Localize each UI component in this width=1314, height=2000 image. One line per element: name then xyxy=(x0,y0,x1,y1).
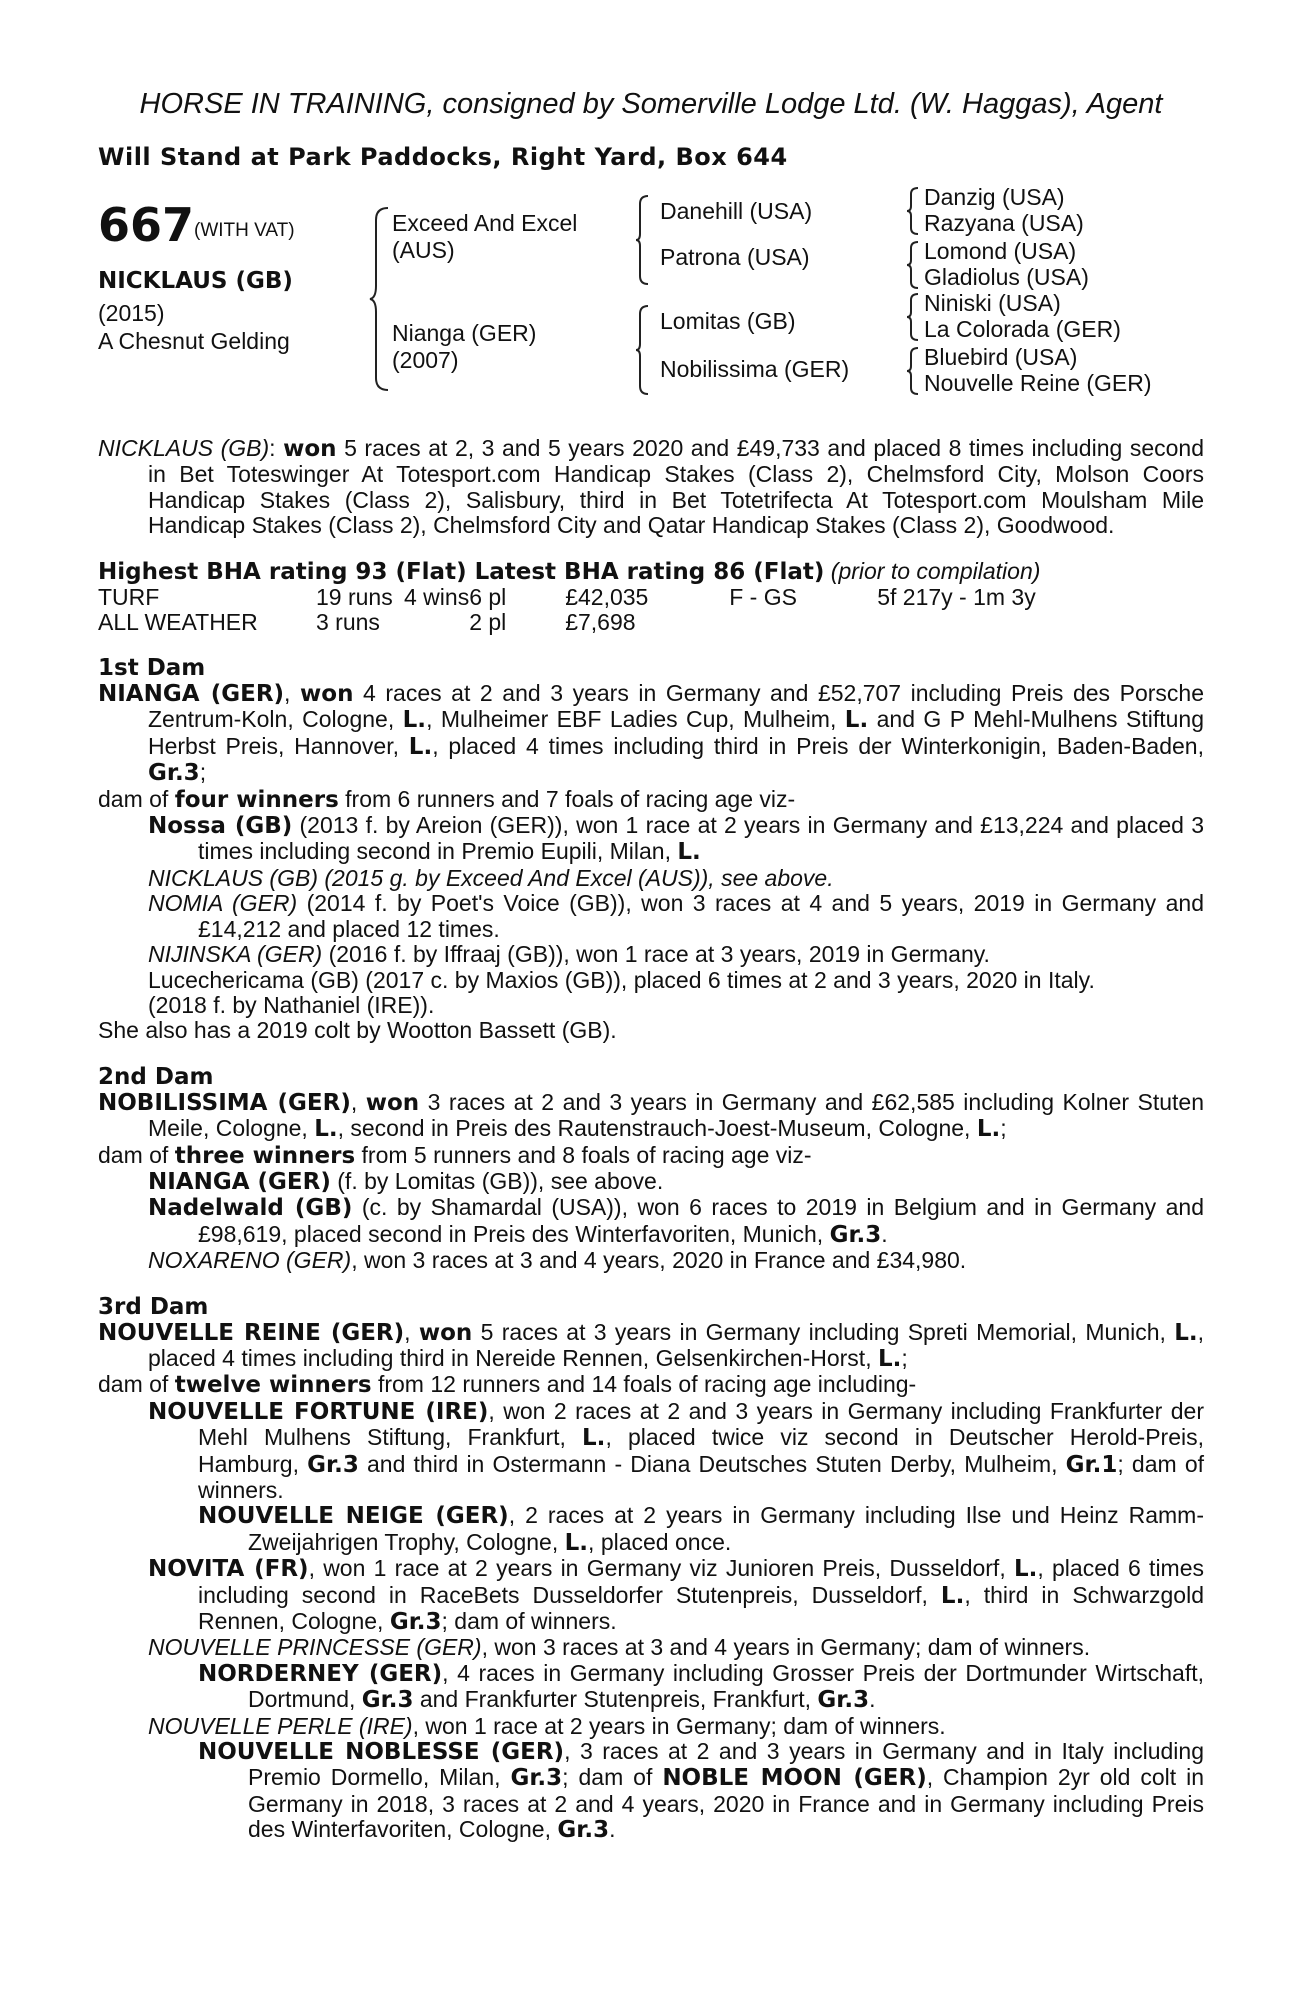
pedigree-brace-g1 xyxy=(906,186,920,236)
ratings-heading: Highest BHA rating 93 (Flat) Latest BHA rating 86 (Flat) xyxy=(98,558,825,585)
list-item: NOXARENO (GER), won 3 races at 3 and 4 years, 2020 in France and £34,980. xyxy=(148,1247,967,1274)
third-dam-text: NOUVELLE REINE (GER), won 5 races at 3 years in Germany including Spreti Memorial, Munich, L., placed 4 times including third in Nereide Rennen, Gelsenkirchen-Horst, L.; xyxy=(98,1318,1205,1372)
dam-dam: Nobilissima (GER) xyxy=(660,356,850,382)
section-title: 1st Dam xyxy=(98,655,206,682)
table-row: ALL WEATHER 3 runs 2 pl £7,698 xyxy=(98,609,636,636)
list-item: NOUVELLE FORTUNE (IRE), won 2 races at 2 and 3 years in Germany including Frankfurter der Mehl Mulhens Stiftung, Frankfurt, L., placed twice viz second in Deutscher Herold-Preis, Hamburg, Gr.3 and third in Ostermann - Diana Deutsches Stuten Derby, Mulheim, Gr.1; dam of winners. xyxy=(148,1397,1205,1503)
grandsire-3: Niniski (USA) xyxy=(924,290,1061,316)
ratings-block xyxy=(98,559,1204,635)
first-dam-text: NIANGA (GER), won 4 races at 2 and 3 years in Germany and £52,707 including Preis des Porsche Zentrum-Koln, Cologne, L., Mulheimer EBF Ladies Cup, Mulheim, L. and G P Mehl-Mulhens Stiftung Herbst Preis, Hannover, L., placed 4 times including third in Preis der Winterkonigin, Baden-Baden, Gr.3; xyxy=(98,680,1204,787)
granddam-3: La Colorada (GER) xyxy=(924,316,1121,342)
list-item: Nadelwald (GB) (c. by Shamardal (USA)), won 6 races to 2019 in Belgium and in Germany and £98,619, placed second in Preis des Winterfavoriten, Munich, Gr.3. xyxy=(148,1194,1204,1248)
granddam-2: Gladiolus (USA) xyxy=(924,264,1089,290)
horse-description: A Chesnut Gelding xyxy=(98,328,290,354)
location-header: Will Stand at Park Paddocks, Right Yard, Box 644 xyxy=(98,143,788,171)
third-dam-section xyxy=(98,1294,1204,1844)
section-title: 3rd Dam xyxy=(98,1293,209,1320)
grandsire-4: Bluebird (USA) xyxy=(924,344,1078,370)
dam-sire: Lomitas (GB) xyxy=(660,308,796,334)
list-item: NOVITA (FR), won 1 race at 2 years in Germany viz Junioren Preis, Dusseldorf, L., placed 6 times including second in RaceBets Dusseldorfer Stutenpreis, Dusseldorf, L., third in Schwarzgold Rennen, Cologne, Gr.3; dam of winners. xyxy=(148,1555,1205,1636)
sire-sire: Danehill (USA) xyxy=(660,198,813,224)
first-dam-produce: dam of four winners from 6 runners and 7 foals of racing age viz- xyxy=(98,785,796,813)
pedigree-brace-sire xyxy=(634,194,650,286)
granddam-1: Razyana (USA) xyxy=(924,210,1084,236)
lot-number: 667 xyxy=(98,198,195,252)
summary-horse-name: NICKLAUS (GB) xyxy=(98,435,270,461)
list-item: NOUVELLE NEIGE (GER), 2 races at 2 years in Germany including Ilse und Heinz Ramm-Zweijahrigen Trophy, Cologne, L., placed once. xyxy=(198,1502,1204,1556)
pedigree-brace-g4 xyxy=(906,346,920,396)
second-dam-text: NOBILISSIMA (GER), won 3 races at 2 and 3 years in Germany and £62,585 including Kolner Stuten Meile, Cologne, L., second in Preis des Rautenstrauch-Joest-Museum, Cologne, L.; xyxy=(98,1088,1205,1143)
list-item: Nossa (GB) (2013 f. by Areion (GER)), won 1 race at 2 years in Germany and £13,224 and placed 3 times including second in Premio Eupili, Milan, L. xyxy=(148,812,1205,866)
list-item: NOUVELLE PRINCESSE (GER), won 3 races at 3 and 4 years in Germany; dam of winners. xyxy=(148,1634,1091,1661)
grandsire-1: Danzig (USA) xyxy=(924,184,1065,210)
catalogue-page xyxy=(98,86,1204,1844)
ratings-table xyxy=(98,585,1036,635)
list-item: NOUVELLE NOBLESSE (GER), 3 races at 2 and 3 years in Germany and in Italy including Premio Dormello, Milan, Gr.3; dam of NOBLE MOON (GER), Champion 2yr old colt in Germany in 2018, 3 races at 2 and 4 years, 2020 in France and in Germany including Preis des Winterfavoriten, Cologne, Gr.3. xyxy=(198,1738,1205,1844)
vat-label: (WITH VAT) xyxy=(194,220,295,241)
list-item: NOMIA (GER) (2014 f. by Poet's Voice (GB)), won 3 races at 4 and 5 years, 2019 in Germany and £14,212 and placed 12 times. xyxy=(148,890,1204,942)
first-dam-section xyxy=(98,655,1204,1044)
sire-dam: Patrona (USA) xyxy=(660,244,810,270)
pedigree-brace-main xyxy=(368,206,392,392)
list-item: NORDERNEY (GER), 4 races in Germany including Grosser Preis der Dortmunder Wirtschaft, Dortmund, Gr.3 and Frankfurter Stutenpreis, Frankfurt, Gr.3. xyxy=(198,1659,1204,1714)
list-item: (2018 f. by Nathaniel (IRE)). xyxy=(148,991,435,1018)
list-item: NIJINSKA (GER) (2016 f. by Iffraaj (GB)), won 1 race at 3 years, 2019 in Germany. xyxy=(148,941,990,968)
second-dam-section xyxy=(98,1064,1204,1274)
list-item: Lucechericama (GB) (2017 c. by Maxios (GB)), placed 6 times at 2 and 3 years, 2020 in Italy. xyxy=(148,966,1095,993)
pedigree-block xyxy=(98,184,1204,414)
pedigree-brace-g3 xyxy=(906,292,920,342)
grandsire-2: Lomond (USA) xyxy=(924,238,1077,264)
sire-name: Exceed And Excel (AUS) xyxy=(392,210,578,263)
second-dam-produce: dam of three winners from 5 runners and 8 foals of racing age viz- xyxy=(98,1141,812,1169)
foaling-year: (2015) xyxy=(98,300,165,326)
granddam-4: Nouvelle Reine (GER) xyxy=(924,370,1152,396)
list-item: NICKLAUS (GB) (2015 g. by Exceed And Excel (AUS)), see above. xyxy=(148,864,834,891)
consignor-header: HORSE IN TRAINING, consigned by Somerville Lodge Ltd. (W. Haggas), Agent xyxy=(139,88,1163,120)
also-note: She also has a 2019 colt by Wootton Bassett (GB). xyxy=(98,1017,617,1044)
table-row: TURF 19 runs 4 wins 6 pl £42,035 F - GS 5f 217y - 1m 3y xyxy=(98,584,1036,611)
pedigree-brace-g2 xyxy=(906,240,920,290)
ratings-note: (prior to compilation) xyxy=(830,557,1041,584)
section-title: 2nd Dam xyxy=(98,1063,214,1090)
third-dam-produce: dam of twelve winners from 12 runners and 14 foals of racing age including- xyxy=(98,1371,917,1399)
list-item: NOUVELLE PERLE (IRE), won 1 race at 2 years in Germany; dam of winners. xyxy=(148,1712,946,1739)
pedigree-brace-dam xyxy=(634,304,650,396)
dam-name: Nianga (GER) (2007) xyxy=(392,320,537,373)
horse-name: NICKLAUS (GB) xyxy=(98,268,293,294)
race-summary: NICKLAUS (GB): won 5 races at 2, 3 and 5 years 2020 and £49,733 and placed 8 times including second in Bet Toteswinger At Totesport.com Handicap Stakes (Class 2), Chelmsford City, Molson Coors Handicap Stakes (Class 2), Salisbury, third in Bet Totetrifecta At Totesport.com Moulsham Mile Handicap Stakes (Class 2), Chelmsford City and Qatar Handicap Stakes (Class 2), Goodwood. xyxy=(98,435,1204,539)
list-item: NIANGA (GER) (f. by Lomitas (GB)), see above. xyxy=(148,1167,664,1195)
